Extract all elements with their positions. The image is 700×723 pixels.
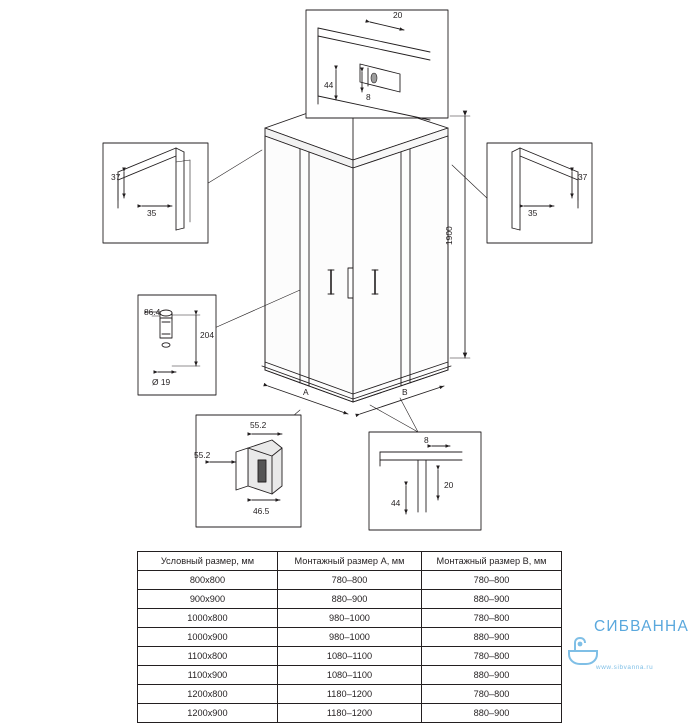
cell-nominal: 1200x800 (138, 685, 278, 704)
cell-b: 780–800 (422, 609, 562, 628)
cell-b: 880–900 (422, 666, 562, 685)
cell-a: 780–800 (277, 571, 421, 590)
cell-a: 980–1000 (277, 609, 421, 628)
cell-b: 780–800 (422, 571, 562, 590)
watermark-logo (566, 618, 696, 688)
dim-top-44: 44 (324, 80, 334, 90)
cell-a: 1180–1200 (277, 685, 421, 704)
table-row (138, 666, 562, 685)
dim-top-8: 8 (366, 92, 371, 102)
dim-bottom-44: 44 (391, 498, 401, 508)
dim-left-35: 35 (147, 208, 157, 218)
cell-a: 1180–1200 (277, 704, 421, 723)
dim-bottom-8: 8 (424, 435, 429, 445)
dim-height-1900: 1900 (444, 226, 454, 245)
table-header-a: Монтажный размер A, мм (277, 552, 421, 571)
cell-nominal: 900x900 (138, 590, 278, 609)
dim-right-37: 37 (578, 172, 588, 182)
dim-roller-dia: Ø 19 (152, 377, 171, 387)
table-header-nominal: Условный размер, мм (138, 552, 278, 571)
dim-label-a: A (303, 387, 309, 397)
watermark-site: www.sibvanna.ru (596, 664, 654, 671)
cell-a: 880–900 (277, 590, 421, 609)
dim-bracket-552-left: 55.2 (194, 450, 211, 460)
dimensions-table (137, 551, 562, 723)
cell-a: 980–1000 (277, 628, 421, 647)
table-header-b: Монтажный размер B, мм (422, 552, 562, 571)
dim-roller-864: 86.4 (144, 307, 161, 317)
watermark-brand: СИБВАННА (594, 618, 689, 635)
table-row (138, 628, 562, 647)
cell-b: 780–800 (422, 685, 562, 704)
cell-b: 880–900 (422, 704, 562, 723)
cell-b: 880–900 (422, 628, 562, 647)
cell-nominal: 1000x900 (138, 628, 278, 647)
cell-nominal: 1200x900 (138, 704, 278, 723)
table-row (138, 590, 562, 609)
dim-right-35: 35 (528, 208, 538, 218)
cell-nominal: 1100x900 (138, 666, 278, 685)
dim-left-37: 37 (111, 172, 121, 182)
table-row (138, 704, 562, 723)
dim-bracket-552-top: 55.2 (250, 420, 267, 430)
dim-bottom-20: 20 (444, 480, 454, 490)
table-header-row (138, 552, 562, 571)
table-row (138, 609, 562, 628)
cell-nominal: 1100x800 (138, 647, 278, 666)
table-row (138, 571, 562, 590)
cell-a: 1080–1100 (277, 647, 421, 666)
cell-nominal: 1000x800 (138, 609, 278, 628)
cell-b: 880–900 (422, 590, 562, 609)
table-row (138, 647, 562, 666)
cell-nominal: 800x800 (138, 571, 278, 590)
dim-label-b: B (402, 387, 408, 397)
cell-a: 1080–1100 (277, 666, 421, 685)
dim-top-20: 20 (393, 10, 403, 20)
dim-roller-204: 204 (200, 330, 214, 340)
bathtub-icon (566, 634, 600, 668)
table-row (138, 685, 562, 704)
dim-bracket-465: 46.5 (253, 506, 270, 516)
cell-b: 780–800 (422, 647, 562, 666)
